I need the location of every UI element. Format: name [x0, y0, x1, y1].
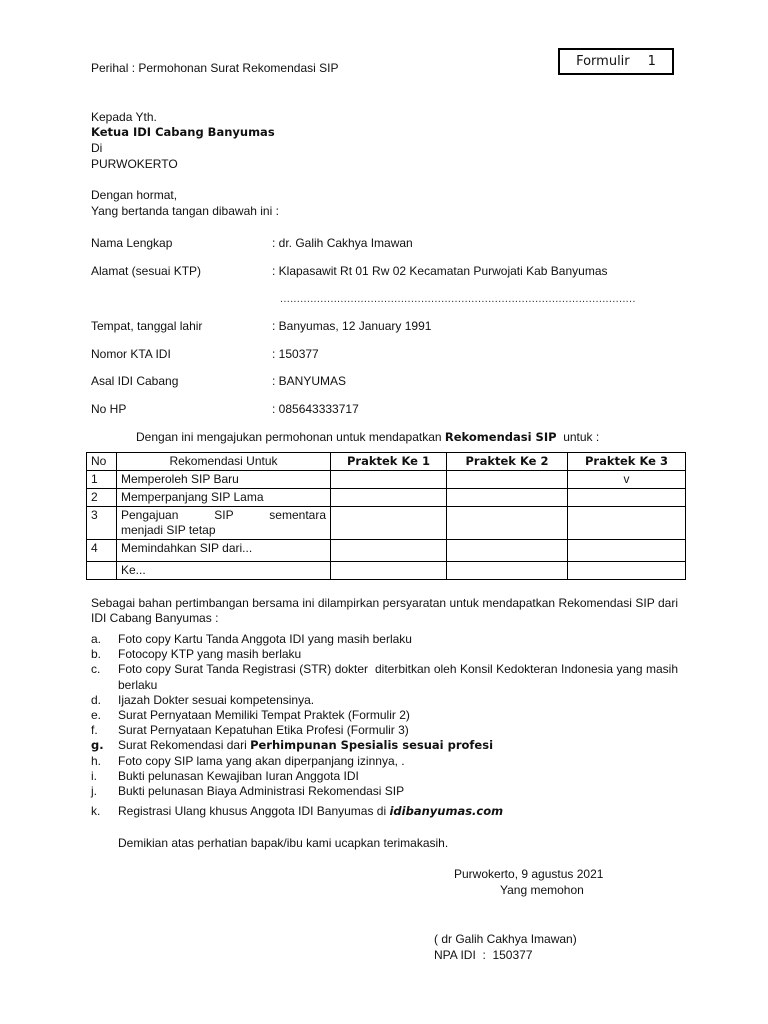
recipient-name: Ketua IDI Cabang Banyumas — [91, 125, 275, 139]
list-text: Surat Pernyataan Memiliki Tempat Praktek (Formulir 2) — [118, 708, 410, 723]
field-label-birth: Tempat, tanggal lahir — [91, 319, 203, 333]
field-label-name: Nama Lengkap — [91, 236, 173, 250]
row-practice-2[interactable] — [447, 540, 568, 562]
recommendation-table — [86, 452, 686, 580]
row-text: Memperpanjang SIP Lama — [117, 489, 331, 507]
field-label-address: Alamat (sesuai KTP) — [91, 264, 202, 278]
list-text: Surat Rekomendasi dari — [118, 738, 251, 753]
closing-text: Demikian atas perhatian bapak/ibu kami ucapkan terimakasih. — [118, 836, 449, 850]
table-row — [87, 471, 686, 489]
list-item — [91, 723, 678, 738]
signature-role: Yang memohon — [500, 883, 584, 897]
row-practice-3[interactable] — [568, 562, 686, 580]
row-text: Memperoleh SIP Baru — [117, 471, 331, 489]
list-letter: b. — [91, 647, 102, 662]
header-no: No — [87, 453, 117, 471]
list-item — [91, 784, 678, 799]
list-item — [91, 804, 678, 819]
list-text-bold: Perhimpunan Spesialis sesuai profesi — [250, 738, 494, 753]
list-item — [91, 754, 678, 769]
row-practice-1[interactable] — [331, 507, 447, 540]
row-practice-2[interactable] — [447, 507, 568, 540]
form-number: 1 — [647, 54, 656, 69]
header-recommendation: Rekomendasi Untuk — [117, 453, 331, 471]
attachment-intro: Sebagai bahan pertimbangan bersama ini dilampirkan persyaratan untuk mendapatkan Rekomendasi SIP dari IDI Cabang Banyumas : — [91, 596, 678, 625]
opening-salutation: Dengan hormat, — [91, 188, 178, 202]
row-practice-1[interactable] — [331, 562, 447, 580]
row-practice-2[interactable] — [447, 562, 568, 580]
row-text: Ke... — [117, 562, 331, 580]
table-row — [87, 562, 686, 580]
row-no: 2 — [87, 489, 117, 507]
field-value-phone: : 085643333717 — [272, 402, 359, 416]
field-value-name: : dr. Galih Cakhya Imawan — [272, 236, 413, 250]
recipient-di: Di — [91, 141, 103, 155]
request-intro-text: Dengan ini mengajukan permohonan untuk mendapatkan — [136, 430, 445, 444]
address-continuation-dots: .......................................................................................................... — [280, 293, 636, 305]
list-letter: f. — [91, 723, 98, 738]
row-practice-3[interactable] — [568, 489, 686, 507]
list-letter: e. — [91, 708, 102, 723]
field-value-address: : Klapasawit Rt 01 Rw 02 Kecamatan Purwojati Kab Banyumas — [272, 264, 608, 278]
list-letter: i. — [91, 768, 97, 783]
header-practice-3: Praktek Ke 3 — [568, 453, 686, 471]
signature-npa: NPA IDI : 150377 — [434, 948, 533, 962]
row-no — [87, 562, 117, 580]
list-letter: c. — [91, 662, 101, 677]
list-letter: k. — [91, 804, 101, 819]
signature-name: ( dr Galih Cakhya Imawan) — [434, 932, 577, 946]
list-item — [91, 647, 678, 662]
list-item — [91, 769, 678, 784]
form-label: Formulir — [576, 54, 630, 69]
list-text: Registrasi Ulang khusus Anggota IDI Banyumas di — [118, 804, 390, 819]
row-text-line-1: Pengajuan SIP sementara — [121, 508, 326, 522]
field-value-birth: : Banyumas, 12 January 1991 — [272, 319, 432, 333]
signature-place-date: Purwokerto, 9 agustus 2021 — [454, 867, 604, 881]
opening-statement: Yang bertanda tangan dibawah ini : — [91, 204, 279, 218]
list-letter: j. — [91, 784, 97, 799]
request-intro-bold: Rekomendasi SIP — [444, 430, 557, 444]
field-value-branch: : BANYUMAS — [272, 374, 347, 388]
row-text: Memindahkan SIP dari... — [117, 540, 331, 562]
list-letter: d. — [91, 692, 102, 707]
row-no: 3 — [87, 507, 117, 540]
table-row — [87, 540, 686, 562]
list-text: Surat Pernyataan Kepatuhan Etika Profesi (Formulir 3) — [118, 723, 409, 738]
list-text: Foto copy Surat Tanda Registrasi (STR) dokter diterbitkan oleh Konsil Kedokteran Indonesia yang masih berlaku — [118, 662, 682, 692]
list-letter: h. — [91, 753, 102, 768]
website-link[interactable]: idibanyumas.com — [389, 804, 504, 819]
list-text: Fotocopy KTP yang masih berlaku — [118, 647, 302, 662]
row-practice-3[interactable] — [568, 507, 686, 540]
request-intro — [136, 430, 599, 445]
request-intro-after: untuk : — [556, 430, 600, 444]
form-number-box — [558, 48, 674, 75]
list-letter: g. — [91, 738, 104, 753]
list-item — [91, 693, 678, 708]
list-item — [91, 708, 678, 723]
recipient-city: PURWOKERTO — [91, 157, 178, 171]
list-item — [91, 662, 682, 692]
row-no: 4 — [87, 540, 117, 562]
list-text: Bukti pelunasan Biaya Administrasi Rekomendasi SIP — [118, 784, 405, 799]
field-label-phone: No HP — [91, 402, 127, 416]
header-practice-1: Praktek Ke 1 — [331, 453, 447, 471]
table-row — [87, 507, 686, 540]
subject-line: Perihal : Permohonan Surat Rekomendasi SIP — [91, 61, 339, 75]
list-text: Foto copy SIP lama yang akan diperpanjang izinnya, . — [118, 753, 405, 768]
row-practice-1[interactable] — [331, 471, 447, 489]
row-practice-2[interactable] — [447, 471, 568, 489]
row-practice-3[interactable] — [568, 540, 686, 562]
list-text: Foto copy Kartu Tanda Anggota IDI yang masih berlaku — [118, 632, 412, 646]
recipient-greeting: Kepada Yth. — [91, 110, 157, 124]
field-label-branch: Asal IDI Cabang — [91, 374, 179, 388]
row-text-line-2: menjadi SIP tetap — [121, 523, 216, 537]
table-header-row — [87, 453, 686, 471]
list-text: Bukti pelunasan Kewajiban Iuran Anggota IDI — [118, 768, 359, 783]
row-practice-3-check[interactable]: v — [568, 471, 686, 489]
list-item — [91, 632, 678, 647]
requirements-list — [91, 632, 682, 819]
list-text: Ijazah Dokter sesuai kompetensinya. — [118, 692, 315, 707]
row-practice-1[interactable] — [331, 540, 447, 562]
table-row — [87, 489, 686, 507]
field-value-kta: : 150377 — [272, 347, 319, 361]
field-label-kta: Nomor KTA IDI — [91, 347, 171, 361]
list-item — [91, 738, 678, 753]
header-practice-2: Praktek Ke 2 — [447, 453, 568, 471]
row-practice-1[interactable] — [331, 489, 447, 507]
row-practice-2[interactable] — [447, 489, 568, 507]
row-no: 1 — [87, 471, 117, 489]
row-text — [117, 507, 331, 540]
list-letter: a. — [91, 632, 102, 646]
